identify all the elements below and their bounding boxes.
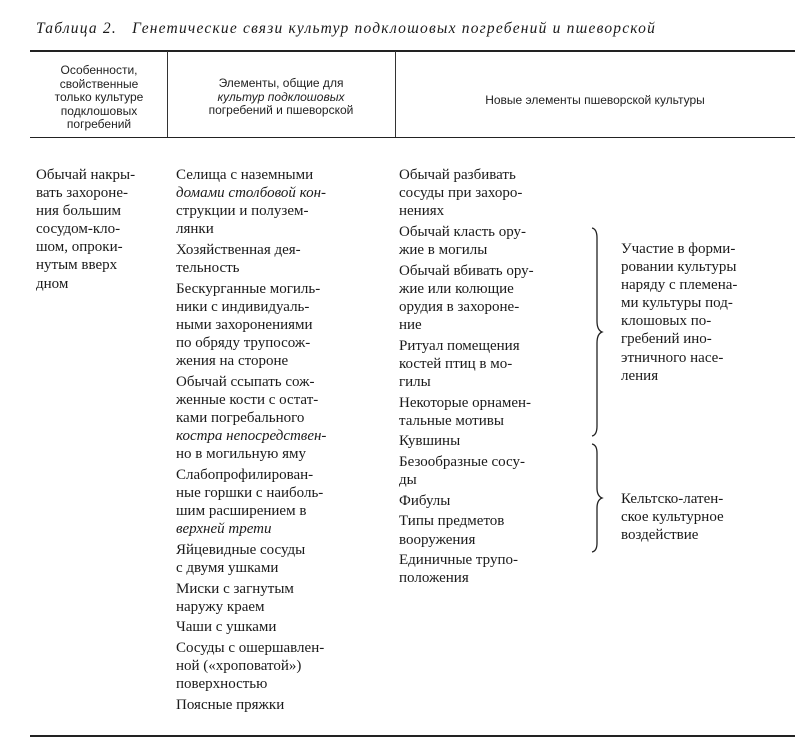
header-line: Новые элементы пшеворской культуры [485, 93, 705, 107]
list-item: Слабопрофилирован- ные горшки с наиболь- шим расширением в верхней трети [176, 466, 324, 538]
list-item: Обычай вбивать ору- жие или колющие орудия в захороне- ние [399, 262, 534, 333]
column-unique-features [36, 166, 135, 295]
header-col1 [32, 64, 166, 132]
header-line: Элементы, общие для [218, 76, 344, 90]
list-item: Безообразные сосу- ды [399, 453, 526, 489]
header-line: культур подклошовых [217, 89, 345, 104]
header-line: Особенности, [60, 63, 138, 77]
list-item: Селища с наземными домами столбовой кон- струкции и полузем- лянки [176, 167, 327, 238]
header-line: свойственные [59, 76, 139, 91]
note-celtic-influence: Кельтско-латен- ское культурное воздействие [621, 491, 724, 544]
list-item: Обычай класть ору- жие в могилы [399, 223, 527, 258]
header-col3 [396, 94, 794, 108]
brace-upper [584, 226, 606, 438]
list-item: Сосуды с ошершавлен- ной («хроповатой») поверхностью [176, 640, 325, 693]
top-rule [30, 50, 795, 52]
header-col2 [168, 77, 394, 118]
bottom-rule [30, 735, 795, 737]
list-item: Миски с загнутым наружу краем [176, 580, 294, 615]
list-item: Бескурганные могиль- ники с индивидуаль- ными захоронениями по обряду трупосож- жения на стороне [176, 280, 321, 370]
header-line: погребений и пшеворской [208, 103, 354, 117]
header-line: только культуре [54, 90, 144, 104]
list-item: Фибулы [399, 492, 451, 509]
header-rule [30, 137, 795, 138]
list-item: Яйцевидные сосуды с двумя ушками [176, 541, 306, 576]
list-item: Некоторые орнамен- тальные мотивы [399, 394, 532, 429]
header-line: подклошовых [60, 103, 138, 118]
list-item: Обычай накры- вать захороне- ния большим сосудом-кло- шом, опроки- нутым вверх дном [36, 167, 136, 292]
note-formation: Участие в форми- ровании культуры наряду с племена- ми культуры под- клошовых по- гребений ино- этничного насе- ления [621, 241, 738, 384]
column-common-elements [176, 166, 326, 717]
caption-label: Таблица 2. [36, 20, 117, 37]
caption-text: Генетические связи культур подклошовых погребений и пшеворской [132, 20, 657, 37]
list-item: Хозяйственная дея- тельность [176, 241, 301, 277]
list-item: Единичные трупо- положения [399, 552, 518, 587]
list-item: Типы предметов вооружения [399, 513, 505, 548]
list-item: Поясные пряжки [176, 696, 285, 713]
column-new-elements [399, 166, 534, 590]
list-item: Обычай разбивать сосуды при захоро- нениях [399, 167, 523, 220]
list-item: Кувшины [399, 433, 461, 450]
list-item: Ритуал помещения костей птиц в мо- гилы [399, 337, 520, 390]
list-item: Чаши с ушками [176, 619, 277, 636]
table-caption [36, 20, 796, 38]
header-line: погребений [66, 117, 132, 131]
list-item: Обычай ссыпать сож- женные кости с остат- ками погребального костра непосредствен- но в могильную яму [176, 373, 327, 463]
brace-lower [584, 442, 606, 554]
